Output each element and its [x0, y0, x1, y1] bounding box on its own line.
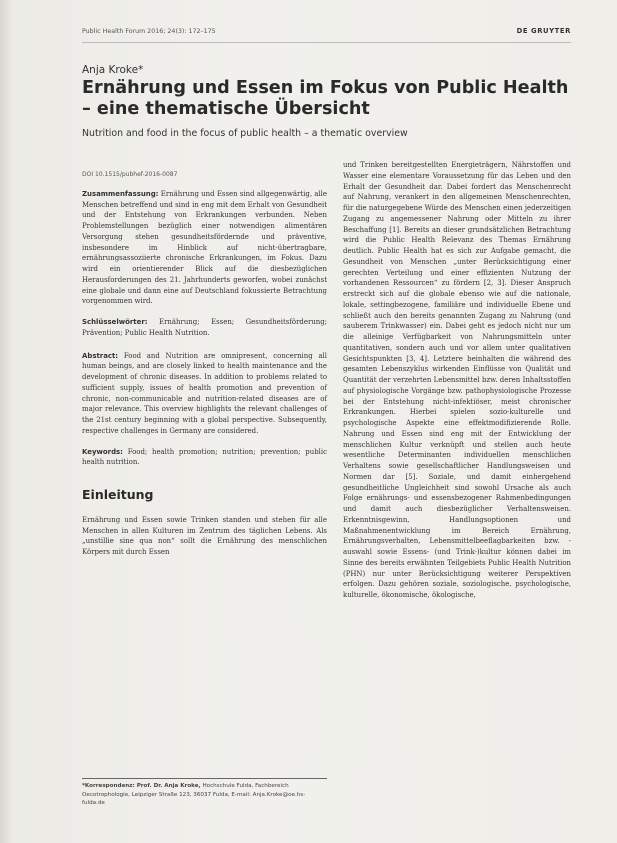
abstract-en-text: Food and Nutrition are omnipresent, concerning all human beings, and are closely linked to health maintenance and the development of chronic diseases. In addition to problems related to sufficient supply, issues of health promotion and prevention of chronic, non-communicable and nutrition-related diseases are of major relevance. This overview highlights the relevant challenges of the 21st century beginning with a global perspective. Subsequently, respective challenges in Germany are considered.	[82, 351, 327, 435]
abstract-de-label: Zusammenfassung:	[82, 189, 159, 198]
right-column	[343, 160, 571, 601]
article-author: Anja Kroke*	[82, 64, 144, 76]
article-title: Ernährung und Essen im Fokus von Public Health – eine thematische Übersicht	[82, 78, 569, 119]
page-spine-shadow	[0, 0, 14, 843]
abstract-de-text: Ernährung und Essen sind allgegenwärtig, alle Menschen betreffend und sind in eng mit dem Erhalt von Gesundheit und der Entstehung von Erkrankungen verbunden. Neben Problemstellungen bezüglich einer notwendigen alimentären Versorgung stehen gesundheitsfördernde und präventive, insbesondere im Hinblick auf nicht-übertragbare, ernährungsassoziierte chronische Erkrankungen, im Fokus. Dazu wird ein orientierender Blick auf die diesbezüglichen Herausforderungen des 21. Jahrhunderts geworfen, wobei zunächst eine globale und dann eine auf Deutschland fokussierte Betrachtung vorgenommen wird.	[82, 189, 327, 306]
footnote-label: *Korrespondenz: Prof. Dr. Anja Kroke,	[82, 783, 201, 789]
running-head: Public Health Forum 2016; 24(3): 172–175	[82, 28, 216, 35]
abstract-de	[82, 189, 327, 307]
keywords-en-text: Food; health promotion; nutrition; prevention; public health nutrition.	[82, 447, 327, 467]
abstract-en	[82, 351, 327, 437]
footnote-text: Hochschule Fulda, Fachbereich Oecotrophologie, Leipziger Straße 123, 36037 Fulda, E-mail: Anja.Kroke@oe.hs-fulda.de	[82, 783, 306, 807]
right-column-text: und Trinken bereitgestellten Energieträgern, Nährstoffen und Wasser eine elementare Voraussetzung für das Leben und den Erhalt der Gesundheit dar. Dabei fordert das Menschenrecht auf Nahrung, verankert in den allgemeinen Menschenrechten, für die naturgegebene Würde des Menschen einen jederzeitigen Zugang zu angemessener Nahrung oder Mitteln zu ihrer Beschaffung [1]. Bereits an dieser grundsätzlichen Betrachtung wird die Public Health Relevanz des Themas Ernährung deutlich. Public Health hat es sich zur Aufgabe gemacht, die Gesundheit von Menschen „unter Berücksichtigung einer gerechten Verteilung und einer effizienten Nutzung der vorhandenen Ressourcen“ zu fördern [2, 3]. Dieser Anspruch erstreckt sich auf die globale ebenso wie auf die nationale, lokale, settingbezogene, familiäre und individuelle Ebene und schließt auch den bereits genannten Zugang zu Nahrung (und sauberem Trinkwasser) ein. Dabei geht es jedoch nicht nur um die alleinige Verfügbarkeit von Nahrungsmitteln unter quantitativen, sondern auch und vor allem unter qualitativen Gesichtspunkten [3, 4]. Letztere beinhalten die während des gesamten Lebenszyklus wirkenden Einflüsse von Qualität und Quantität der verzehrten Lebensmittel bzw. deren Inhaltsstoffen auf physiologische Vorgänge bzw. pathophysiologische Prozesse bei der Entstehung nicht-infektiöser, meist chronischer Erkrankungen. Hierbei spielen sozio-kulturelle und psychologische Aspekte eine effektmodifizierende Rolle. Nahrung und Essen sind eng mit der Entwicklung der menschlichen Kultur verknüpft und stellen auch heute wesentliche Determinanten individuellen menschlichen Verhaltens sowie gesellschaftlicher Handlungsweisen und Normen dar [5]. Soziale, und damit einhergehend gesundheitliche Ungleichheit sind sowohl Ursache als auch Folge ernährungs- und essensbezogener Rahmenbedingungen und damit auch diesbezüglicher Verhaltensweisen. Erkenntnisgewinn, Handlungsoptionen und Maßnahmenentwicklung im Bereich Ernährung, Ernährungsverhalten, Lebensmittelbeeflagbarkeiten bzw. -auswahl sowie Essens- (und Trink-)kultur können dabei im Sinne des bereits erwähnten Teilgebiets Public Health Nutrition (PHN) nur unter Berücksichtigung weiterer Perspektiven erfolgen. Dazu gehören soziale, soziologische, psychologische, kulturelle, ökonomische, ökologische,	[343, 161, 571, 599]
article-subtitle: Nutrition and food in the focus of public health – a thematic overview	[82, 128, 408, 139]
publisher-logo: DE GRUYTER	[516, 27, 571, 35]
left-column	[82, 170, 327, 558]
running-header	[82, 28, 571, 35]
correspondence-footnote	[82, 778, 327, 808]
keywords-en-label: Keywords:	[82, 447, 123, 456]
section-heading: Einleitung	[82, 487, 154, 502]
abstract-en-label: Abstract:	[82, 351, 119, 360]
keywords-de-text: Ernährung; Essen; Gesundheitsförderung; Prävention; Public Health Nutrition.	[82, 318, 327, 337]
intro-paragraph: Ernährung und Essen sowie Trinken standen und stehen für alle Menschen in allen Kulturen im Zentrum des täglichen Lebens. Als „unstillie sine qua non“ sollt die Ernährung des menschlichen Körpers mit durch Essen	[82, 515, 327, 556]
doi: DOI 10.1515/pubhef-2016-0087	[82, 171, 178, 178]
keywords-de	[82, 317, 327, 339]
keywords-en	[82, 447, 327, 469]
keywords-de-label: Schlüsselwörter:	[82, 318, 148, 326]
header-rule	[82, 42, 571, 43]
